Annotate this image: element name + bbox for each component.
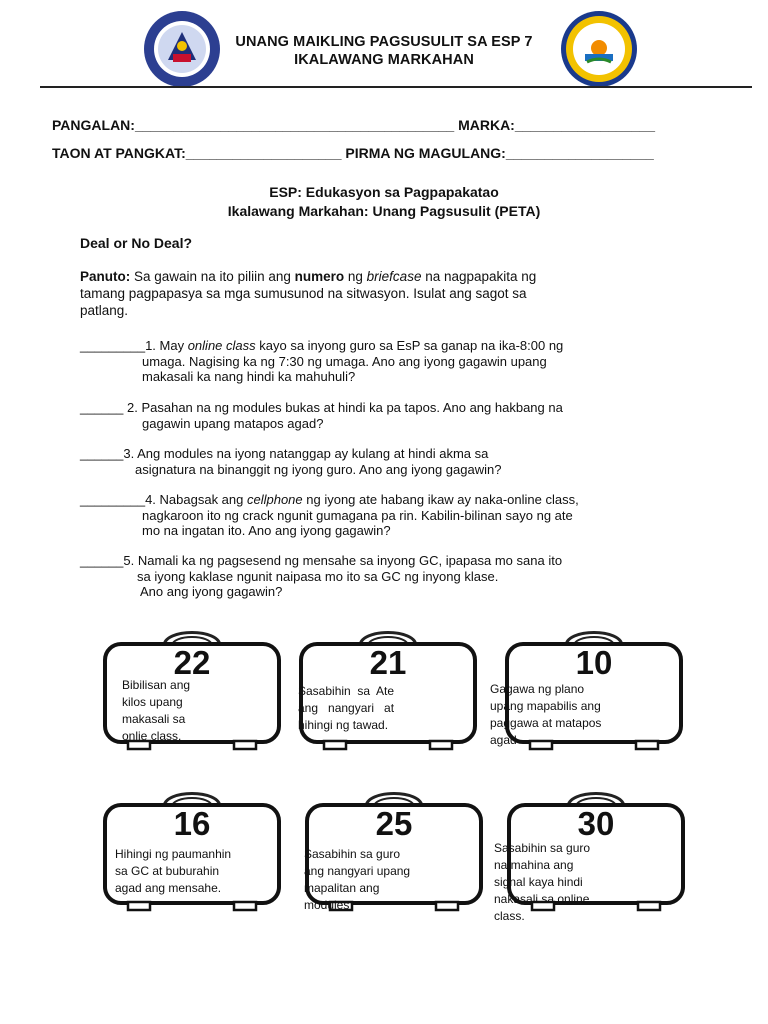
answer-blank[interactable]: ______ [80, 400, 124, 415]
briefcase-number: 30 [577, 805, 615, 842]
question-4: _________4. Nabagsak ang cellphone ng iyong ate habang ikaw ay naka-online class, nagkaroon ito ng crack ngunit gumagana pa rin. Kabilin-bilinan sayo ng ate mo na ingatan ito. Ano ang iyong gagawin? [80, 492, 579, 538]
instructions-label: Panuto: [80, 269, 131, 284]
briefcase-10 [490, 624, 684, 754]
game-title: Deal or No Deal? [80, 235, 193, 251]
exam-quarter: IKALAWANG MARKAHAN [294, 52, 474, 68]
answer-line: nakasali sa online [494, 892, 590, 906]
question-1: _________1. May online class kayo sa inyong guro sa EsP sa ganap na ika-8:00 ng umaga. Nagising ka ng 7:30 ng umaga. Ano ang iyong gagawin upang makasali ka nang hindi ka mahuhuli? [80, 338, 564, 384]
header-divider [40, 86, 752, 88]
answer-line: class. [494, 909, 525, 923]
answer-blank[interactable]: _________ [80, 338, 146, 353]
answer-line: sa GC at buburahin [115, 864, 220, 878]
answer-line: na mahina ang [494, 858, 574, 872]
briefcase-22 [102, 624, 282, 754]
answer-line: Sasabihin sa Ate [298, 684, 395, 698]
answer-line: mapalitan ang [304, 881, 380, 895]
answer-line: Gagawa ng plano [490, 682, 585, 696]
question-3: ______3. Ang modules na iyong natanggap ay kulang at hindi akma sa asignatura na binanggit ng iyong guro. Ano ang iyong gagawin? [80, 446, 502, 477]
briefcase-21 [298, 624, 478, 754]
briefcase-number: 10 [575, 644, 613, 681]
briefcase-30 [494, 785, 686, 923]
briefcase-number: 16 [173, 805, 211, 842]
answer-line: Bibilisan ang [122, 678, 191, 692]
answer-blank[interactable]: ______ [80, 553, 124, 568]
answer-line: kilos upang [122, 695, 183, 709]
answer-line: makasali sa [122, 712, 186, 726]
question-2: ______ 2. Pasahan na ng modules bukas at hindi ka pa tapos. Ano ang hakbang na gagawin upang matapos agad? [80, 400, 563, 431]
answer-line: agad [490, 733, 517, 747]
answer-line: Hihingi ng paumanhin [115, 847, 232, 861]
briefcase-number: 21 [369, 644, 407, 681]
answer-blank[interactable]: _________ [80, 492, 146, 507]
subject-subtitle: Ikalawang Markahan: Unang Pagsusulit (PETA) [227, 203, 541, 219]
answer-blank[interactable]: ______ [80, 446, 124, 461]
answer-line: paggawa at matapos [490, 716, 602, 730]
briefcase-number: 22 [173, 644, 211, 681]
briefcase-answer [304, 846, 410, 914]
subject-title: ESP: Edukasyon sa Pagpapakatao [269, 184, 499, 200]
briefcase-number: 25 [375, 805, 413, 842]
question-5: ______5. Namali ka ng pagsesend ng mensahe sa inyong GC, ipapasa mo sana ito sa iyong kaklase ngunit naipasa mo ito sa GC ng inyong klase. Ano ang iyong gagawin? [80, 553, 563, 599]
answer-line: ang nangyari upang [304, 864, 411, 878]
answer-line: onlie class. [122, 729, 182, 743]
name-score-fields: PANGALAN:_________________________________________ MARKA:__________________ [52, 117, 655, 133]
instructions: Panuto: Sa gawain na ito piliin ang numero ng briefcase na nagpapakita ng tamang pagpapasya sa mga sumusunod na sitwasyon. Isulat ang sagot sa patlang. [80, 269, 537, 318]
answer-line: Sasabihin sa guro [494, 841, 591, 855]
briefcase-answer [494, 840, 590, 925]
answer-line: modules [304, 898, 350, 912]
briefcase-answer [115, 846, 231, 897]
exam-title: UNANG MAIKLING PAGSUSULIT SA ESP 7 [235, 34, 533, 50]
answer-line: signal kaya hindi [494, 875, 583, 889]
briefcase-16 [102, 785, 282, 915]
answer-line: Sasabihin sa guro [304, 847, 401, 861]
answer-line: upang mapabilis ang [490, 699, 601, 713]
answer-line: hihingi ng tawad. [298, 718, 389, 732]
briefcase-answer [122, 677, 190, 745]
answer-line: agad ang mensahe. [115, 881, 222, 895]
briefcase-answer [298, 683, 394, 734]
answer-line: ang nangyari at [298, 701, 395, 715]
briefcase-answer [490, 681, 601, 749]
section-signature-fields: TAON AT PANGKAT:____________________ PIRMA NG MAGULANG:___________________ [52, 145, 654, 161]
briefcase-25 [304, 785, 484, 915]
